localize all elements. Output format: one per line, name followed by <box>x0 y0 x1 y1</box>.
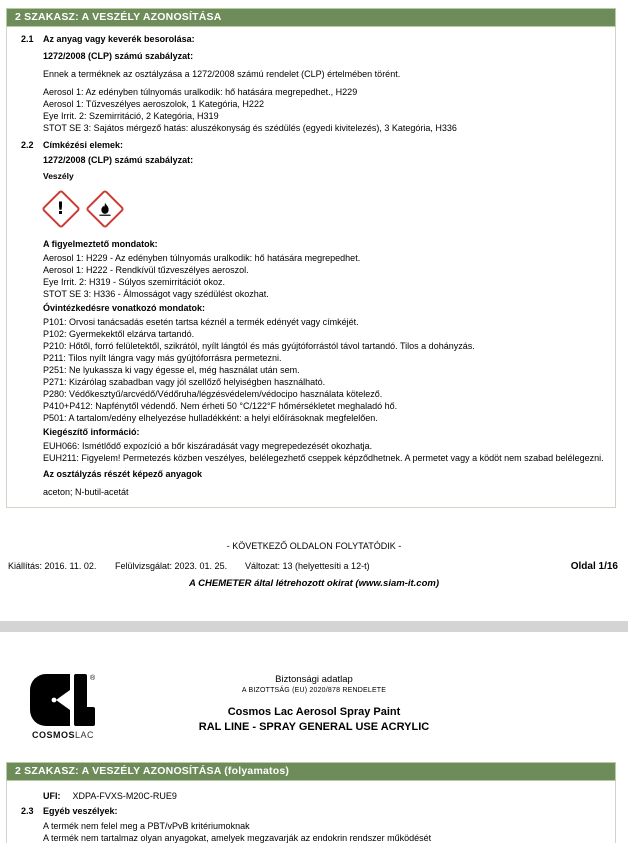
cosmoslac-logo-icon <box>30 674 96 726</box>
subsection-2-2-heading <box>21 140 605 150</box>
substances-title: Az osztályzás részét képező anyagok <box>43 469 203 479</box>
precaution-statements-list <box>43 316 605 424</box>
section-2-continued-content <box>7 781 615 853</box>
ghs07-exclamation-icon: ! <box>41 189 81 229</box>
classification-item: STOT SE 3: Sajátos mérgező hatás: aluszékonyság és szédülés (egyedi kivitelezés), 3 Kategória, H336 <box>43 123 457 133</box>
subsection-2-1-heading <box>21 34 605 44</box>
precaution-statement: P101: Orvosi tanácsadás esetén tartsa kéznél a termék edényét vagy címkéjét. <box>43 317 359 327</box>
hazard-statements-list <box>43 252 605 300</box>
precaution-statement: P410+P412: Napfénytől védendő. Nem érheti 50 °C/122°F hőmérsékletet meghaladó hő. <box>43 401 398 411</box>
section-2-content <box>7 27 615 507</box>
section-2-header: 2 SZAKASZ: A VESZÉLY AZONOSÍTÁSA <box>6 8 616 27</box>
svg-text:®: ® <box>90 675 96 682</box>
supplemental-info-title: Kiegészítő információ: <box>43 427 140 437</box>
precaution-statement: P102: Gyermekektől elzárva tartandó. <box>43 329 195 339</box>
precaution-statement: P280: Védőkesztyű/arcvédő/Védőruha/légzésvédelem/védocipo használata kötelező. <box>43 389 383 399</box>
subsection-number: 2.2 <box>21 140 34 150</box>
other-hazards-list <box>43 820 605 844</box>
supplemental-info-list <box>43 440 605 464</box>
page-separator <box>0 621 628 632</box>
footer-review-date: Felülvizsgálat: 2023. 01. 25. <box>115 561 228 571</box>
subsection-title: Egyéb veszélyek: <box>43 806 118 816</box>
ufi-label: UFI: <box>43 791 61 801</box>
page-footer <box>0 561 628 572</box>
subsection-number: 2.1 <box>21 34 34 44</box>
supplemental-statement: EUH211: Figyelem! Permetezés közben veszélyes, belélegezhető cseppek képződhetnek. A permetet vagy a ködöt nem szabad belélegezni. <box>43 453 604 463</box>
footer-issued-date: Kiállítás: 2016. 11. 02. <box>8 561 97 571</box>
subsection-title: Az anyag vagy keverék besorolása: <box>43 34 195 44</box>
hazard-statement: STOT SE 3: H336 - Álmosságot vagy szédülést okozhat. <box>43 289 269 299</box>
classification-item: Eye Irrit. 2: Szemirritáció, 2 Kategória, H319 <box>43 111 219 121</box>
document-title: Biztonsági adatlap <box>275 674 353 685</box>
subsection-number: 2.3 <box>21 806 34 816</box>
precaution-statement: P271: Kizárólag szabadban vagy jól szellőző helyiségben használható. <box>43 377 326 387</box>
supplemental-statement: EUH066: Ismétlődő expozíció a bőr kiszáradását vagy megrepedezését okozhatja. <box>43 441 373 451</box>
other-hazards-line: A termék nem felel meg a PBT/vPvB kritériumoknak <box>43 821 250 831</box>
precaution-statement: P210: Hőtől, forró felületektől, szikrától, nyílt lángtól és más gyújtóforrástól távol tartandó. Tilos a dohányzás. <box>43 341 475 351</box>
footer-page-number: Oldal 1/16 <box>570 561 618 572</box>
product-line: RAL LINE - SPRAY GENERAL USE ACRYLIC <box>198 721 430 733</box>
hazard-statement: Aerosol 1: H222 - Rendkívül tűzveszélyes aeroszol. <box>43 265 249 275</box>
ufi-value: XDPA-FVXS-M20C-RUE9 <box>72 791 177 801</box>
hazard-statement: Eye Irrit. 2: H319 - Súlyos szemirritációt okoz. <box>43 277 226 287</box>
company-logo <box>8 674 118 740</box>
classification-item: Aerosol 1: Az edényben túlnyomás uralkodik: hő hatására megrepedhet., H229 <box>43 87 358 97</box>
classification-list <box>43 86 605 134</box>
precaution-statements-title: Óvintézkedésre vonatkozó mondatok: <box>43 303 206 313</box>
subsection-2-3-heading <box>21 806 605 816</box>
subsection-title: Címkézési elemek: <box>43 140 124 150</box>
section-2-box <box>6 8 616 508</box>
section-2-continued-box <box>6 762 616 843</box>
product-name: Cosmos Lac Aerosol Spray Paint <box>227 706 401 718</box>
hazard-statements-title: A figyelmeztető mondatok: <box>43 239 158 249</box>
generator-note: A CHEMETER által létrehozott okirat (www.siam-it.com) <box>188 578 440 589</box>
clp-regulation-heading: 1272/2008 (CLP) számú szabályzat: <box>43 155 194 165</box>
substances-value: aceton; N-butil-acetát <box>43 487 129 497</box>
precaution-statement: P501: A tartalom/edény elhelyezése hulladékként: a helyi előírásoknak megfelelően. <box>43 413 378 423</box>
logo-wordmark: COSMOSLAC <box>31 730 95 740</box>
ufi-row <box>43 791 605 801</box>
document-regulation: A BIZOTTSÁG (EU) 2020/878 RENDELETE <box>241 687 387 694</box>
hazard-statement: Aerosol 1: H229 - Az edényben túlnyomás uralkodik: hő hatására megrepedhet. <box>43 253 361 263</box>
clp-regulation-heading: 1272/2008 (CLP) számú szabályzat: <box>43 51 194 61</box>
precaution-statement: P211: Tilos nyílt lángra vagy más gyújtóforrásra permetezni. <box>43 353 282 363</box>
classification-intro: Ennek a terméknek az osztályzása a 1272/2008 számú rendelet (CLP) értelmében törént. <box>43 69 401 79</box>
ghs-pictograms <box>47 192 605 226</box>
section-2-continued-header: 2 SZAKASZ: A VESZÉLY AZONOSÍTÁSA (folyamatos) <box>6 762 616 781</box>
continued-next-page-note: - KÖVETKEZŐ OLDALON FOLYTATÓDIK - <box>226 541 402 551</box>
signal-word: Veszély <box>43 171 74 181</box>
ghs02-flame-icon <box>85 189 125 229</box>
other-hazards-line: A termék nem tartalmaz olyan anyagokat, amelyek megzavarják az endokrin rendszer működését <box>43 833 432 843</box>
classification-item: Aerosol 1: Tűzveszélyes aeroszolok, 1 Kategória, H222 <box>43 99 264 109</box>
page-2-header <box>0 668 628 758</box>
precaution-statement: P251: Ne lyukassza ki vagy égesse el, még használat után sem. <box>43 365 300 375</box>
footer-version: Változat: 13 (helyettesíti a 12-t) <box>245 561 370 571</box>
